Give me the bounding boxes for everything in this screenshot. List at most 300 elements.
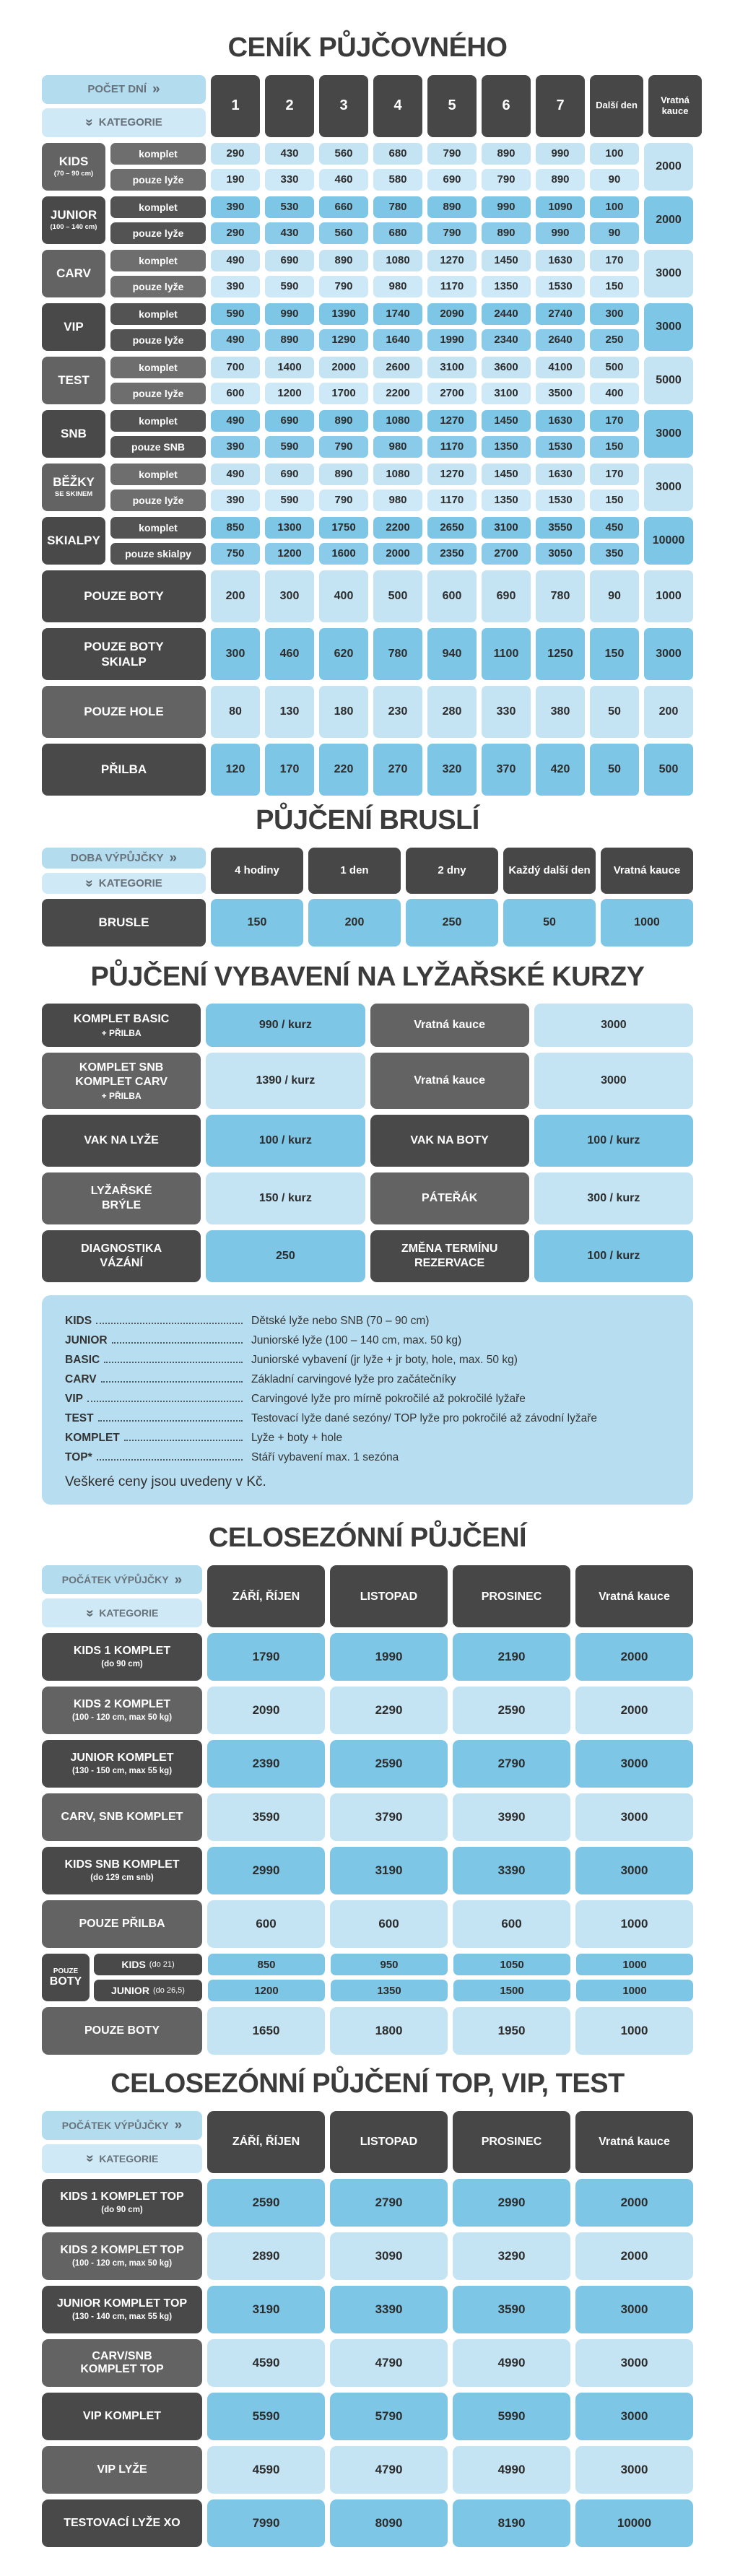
legend-term-lead [65,1428,251,1448]
item-label: KOMPLET BASIC [73,1013,170,1026]
table-row [42,1004,693,1047]
category-cell [42,2007,202,2055]
legend-term-lead [65,1389,251,1409]
price-cell: 5990 [453,2393,570,2440]
price-cell: 3550 [536,517,585,539]
category-cell [42,686,206,738]
price-cell: 690 [265,250,314,271]
chevron-right-icon: » [152,82,160,97]
price-cell: 2740 [536,303,585,325]
category-name: VIP KOMPLET [82,2409,162,2422]
category-cell [42,2286,202,2333]
legend-item [65,1370,670,1389]
header-col-day-3: 3 [319,75,368,137]
legend-term-lead [65,1331,251,1350]
legend-definition: Základní carvingové lyže pro začátečníky [251,1373,456,1386]
category-group [42,196,693,244]
price-cell: 690 [482,570,531,622]
table-row [110,276,639,297]
price-cell: 1300 [265,517,314,539]
legend-definition: Testovací lyže dané sezóny/ TOP lyže pro pokročilé až závodní lyžaře [251,1412,598,1425]
price-cell: 1350 [482,489,531,511]
category-name: VIP [64,320,84,334]
table-row [42,1053,693,1109]
header-left-chips [42,1565,202,1627]
category-caption: (70 – 90 cm) [53,170,94,178]
price-cell: 1170 [427,489,477,511]
price-cell: 1630 [536,410,585,432]
header-col-deposit: Vratná kauce [575,2111,693,2173]
price-cell: 90 [590,222,639,244]
item-label-cell [370,1172,529,1224]
deposit-cell: 3000 [644,410,693,458]
category-name-bottom: BOTY [49,1975,82,1988]
days-label-chip [42,75,206,104]
period-label: DOBA VÝPŮJČKY [70,851,164,864]
price-cell: 1950 [453,2007,570,2055]
price-cell: 400 [319,570,368,622]
price-cell: 4590 [207,2339,325,2387]
price-cell: 490 [211,464,260,485]
deposit-cell: 3000 [644,464,693,511]
price-cell: 2700 [427,383,477,404]
price-cell: 450 [590,517,639,539]
table-row [110,436,639,458]
price-cell: 150 [590,436,639,458]
chevron-down-icon: » [81,879,97,887]
price-cell: 200 [308,899,401,947]
subcategory-chip [94,1980,202,2001]
price-cell: 790 [427,143,477,165]
price-cell: 3100 [482,383,531,404]
item-label: ZMĚNA TERMÍNU [401,1243,498,1256]
category-caption: (100 – 140 cm) [50,223,97,232]
deposit-cell: 3000 [575,2393,693,2440]
header-col-day-4: 4 [373,75,422,137]
price-cell: 4990 [453,2446,570,2494]
chevron-right-icon: » [174,2118,183,2133]
price-cell: 100 [590,196,639,218]
deposit-cell: 2000 [575,2179,693,2227]
table-row [42,1740,693,1788]
price-cell: 50 [590,744,639,796]
price-cell: 690 [265,410,314,432]
price-cell: 990 / kurz [206,1004,365,1047]
legend-definition: Stáří vybavení max. 1 sezóna [251,1451,399,1464]
price-cell: 890 [319,250,368,271]
deposit-cell: 3000 [575,2286,693,2333]
category-name: POUZE BOTY [84,639,164,653]
price-cell: 600 [207,1900,325,1948]
price-cell: 8090 [330,2499,448,2547]
subcategory-caption: (do 21) [149,1960,175,1970]
price-cell: 460 [265,628,314,680]
legend-definition: Dětské lyže nebo SNB (70 – 90 cm) [251,1315,430,1328]
header-col-day-6: 6 [482,75,531,137]
price-cell: 4790 [330,2339,448,2387]
item-caption: + PŘILBA [101,1028,142,1039]
price-cell: 500 [590,357,639,378]
header-col-period: 2 dny [406,848,498,894]
item-label: LYŽAŘSKÉ [90,1185,152,1198]
category-name: KIDS 2 KOMPLET [73,1698,171,1711]
item-label-cell [370,1004,529,1047]
price-cell: 790 [319,276,368,297]
table-row [110,329,639,351]
price-cell: 1350 [482,436,531,458]
price-cell: 1450 [482,250,531,271]
category-caption: (100 - 120 cm, max 50 kg) [71,2258,173,2268]
price-cell: 3290 [453,2232,570,2280]
price-cell: 500 [373,570,422,622]
category-group [42,143,693,191]
category-rows [110,357,639,404]
price-cell: 890 [536,169,585,191]
legend-term: VIP [65,1393,83,1406]
price-cell: 3600 [482,357,531,378]
price-cell: 790 [482,169,531,191]
price-cell: 700 [211,357,260,378]
subcategory-chip: komplet [110,250,206,271]
price-cell: 3390 [453,1847,570,1894]
item-label: KOMPLET SNB [79,1061,164,1074]
price-cell: 980 [373,489,422,511]
price-cell: 430 [265,143,314,165]
header-columns [207,1565,693,1627]
price-cell: 1350 [482,276,531,297]
legend-term-lead [65,1311,251,1331]
table-row [94,1954,693,1975]
price-cell: 2190 [453,1633,570,1681]
price-cell: 680 [373,143,422,165]
category-cell [42,2339,202,2387]
legend-item [65,1350,670,1370]
deposit-cell: 1000 [575,2007,693,2055]
table-row [42,686,693,738]
category-group [42,517,693,565]
price-cell: 2390 [207,1740,325,1788]
category-rows [110,464,639,511]
item-caption: + PŘILBA [101,1091,142,1102]
category-caption: (do 129 cm snb) [90,1873,154,1882]
legend-item [65,1448,670,1467]
category-cell [42,357,105,404]
table-row [110,303,639,325]
category-group [42,250,693,297]
subcategory-name: JUNIOR [111,1985,149,1997]
header-col-day-7: 7 [536,75,585,137]
category-name: KIDS 1 KOMPLET TOP [60,2190,184,2203]
subcategory-chip: pouze lyže [110,222,206,244]
deposit-cell: 3000 [575,1847,693,1894]
legend-term: CARV [65,1373,97,1386]
legend-item [65,1311,670,1331]
price-cell: 990 [482,196,531,218]
table-row [110,169,639,191]
dotted-leader [97,1459,243,1461]
header-col-day-2: 2 [265,75,314,137]
header-col-deposit: Vratná kauce [601,848,693,894]
subcategory-chip: pouze SNB [110,436,206,458]
price-cell: 5590 [207,2393,325,2440]
subcategory-chip: komplet [110,143,206,165]
category-caption: (130 - 150 cm, max 55 kg) [71,1766,173,1775]
skate-table-body [42,899,693,947]
category-cell [42,250,105,297]
price-cell: 280 [427,686,477,738]
subcategory-chip: komplet [110,410,206,432]
price-cell: 1390 [319,303,368,325]
price-cell: 1200 [208,1980,325,2001]
category-cell [42,744,206,796]
price-cell: 1990 [427,329,477,351]
table-row [42,1172,693,1224]
price-cell: 150 [590,489,639,511]
price-cell: 2600 [373,357,422,378]
price-cell: 600 [211,383,260,404]
price-cell: 2990 [207,1847,325,1894]
price-cell: 2090 [427,303,477,325]
header-col-month: ZÁŘÍ, ŘÍJEN [207,1565,325,1627]
start-label: POČÁTEK VÝPŮJČKY [61,2119,169,2131]
category-cell [42,1740,202,1788]
category-cell [42,303,105,351]
price-cell: 2440 [482,303,531,325]
price-cell: 150 [590,276,639,297]
category-name: VIP LYŽE [97,2463,147,2476]
header-col-day-1: 1 [211,75,260,137]
subcategory-chip: pouze lyže [110,383,206,404]
rental-table-header [42,75,693,137]
price-cell: 1270 [427,250,477,271]
price-cell: 390 [211,436,260,458]
price-cell: 790 [427,222,477,244]
price-cell: 690 [265,464,314,485]
category-caption: (100 - 120 cm, max 50 kg) [71,1713,173,1722]
deposit-cell: 2000 [575,2232,693,2280]
header-col-period: 4 hodiny [211,848,303,894]
table-row [42,744,693,796]
table-row [42,1687,693,1734]
deposit-cell: 3000 [644,250,693,297]
table-row-group [42,1954,693,2001]
subcategory-chip: pouze lyže [110,489,206,511]
section5-title: CELOSEZÓNNÍ PŮJČENÍ TOP, VIP, TEST [110,2068,625,2099]
table-row [110,517,639,539]
price-cell: 1740 [373,303,422,325]
start-label-chip [42,2111,202,2140]
category-name: SKIALP [101,654,147,669]
price-cell: 3000 [534,1004,693,1047]
price-cell: 180 [319,686,368,738]
dotted-leader [112,1342,243,1344]
price-cell: 600 [330,1900,448,1948]
price-cell: 270 [373,744,422,796]
subcategory-chip: komplet [110,464,206,485]
start-label-chip [42,1565,202,1594]
legend-panel [42,1295,693,1505]
category-caption: SE SKINEM [54,490,93,499]
deposit-cell: 10000 [575,2499,693,2547]
rental-table-body [42,143,693,796]
season-top-rental-table [42,2111,693,2547]
price-cell: 3590 [453,2286,570,2333]
header-col-month: LISTOPAD [330,1565,448,1627]
legend-term-lead [65,1448,251,1467]
category-name-line2: KOMPLET TOP [80,2362,164,2375]
category-cell: BRUSLE [42,899,206,947]
subcategory-chip: pouze skialpy [110,543,206,565]
price-cell: 2790 [453,1740,570,1788]
price-cell: 4100 [536,357,585,378]
price-cell: 3000 [534,1053,693,1109]
price-cell: 2000 [319,357,368,378]
category-caption: (do 90 cm) [101,2205,143,2214]
price-cell: 300 [265,570,314,622]
price-cell: 780 [373,196,422,218]
table-row [110,489,639,511]
deposit-cell: 2000 [575,1687,693,1734]
category-name: CARV [56,266,91,281]
price-cell: 890 [319,464,368,485]
price-cell: 490 [211,250,260,271]
price-cell: 890 [482,143,531,165]
nested-rows [94,1954,693,2001]
deposit-cell: 1000 [575,1900,693,1948]
header-col-deposit: Vratná kauce [575,1565,693,1627]
price-cell: 100 / kurz [534,1230,693,1282]
subcategory-chip: komplet [110,517,206,539]
header-col-extra-day: Další den [590,75,643,137]
item-label: DIAGNOSTIKA [81,1243,162,1256]
price-cell: 8190 [453,2499,570,2547]
category-group [42,464,693,511]
price-cell: 530 [265,196,314,218]
section2-title: PŮJČENÍ BRUSLÍ [256,804,479,835]
price-cell: 230 [373,686,422,738]
category-label-chip [42,108,206,137]
price-cell: 1650 [207,2007,325,2055]
price-cell: 350 [590,543,639,565]
table-row [42,628,693,680]
price-cell: 3590 [207,1793,325,1841]
category-cell [42,1954,90,2001]
price-cell: 490 [211,410,260,432]
price-cell: 1200 [265,383,314,404]
table-row [42,899,693,947]
table-row [42,2007,693,2055]
price-cell: 2640 [536,329,585,351]
legend-item [65,1409,670,1428]
price-cell: 170 [590,464,639,485]
price-cell: 3190 [207,2286,325,2333]
table-row [110,143,639,165]
price-cell: 1630 [536,250,585,271]
price-cell: 1640 [373,329,422,351]
course-equipment-table [42,1004,693,1282]
header-col-period: Každý další den [503,848,596,894]
price-cell: 390 [211,196,260,218]
price-cell: 170 [590,250,639,271]
table-row [110,357,639,378]
deposit-cell: 2000 [575,1633,693,1681]
deposit-cell: 2000 [644,196,693,244]
price-cell: 390 [211,489,260,511]
price-cell: 490 [211,329,260,351]
table-row [42,570,693,622]
price-cell: 330 [265,169,314,191]
days-label: POČET DNÍ [87,83,147,96]
price-cell: 690 [427,169,477,191]
price-cell: 680 [373,222,422,244]
table-row [42,2232,693,2280]
category-cell [42,1900,202,1948]
item-label-cell [42,1115,201,1167]
subcategory-chip: komplet [110,196,206,218]
price-cell: 3050 [536,543,585,565]
price-cell: 790 [319,436,368,458]
category-name: JUNIOR KOMPLET [70,1752,174,1765]
price-cell: 300 / kurz [534,1172,693,1224]
legend-term: TOP* [65,1451,92,1464]
category-cell [42,517,105,565]
price-cell: 100 / kurz [206,1115,365,1167]
section3-title: PŮJČENÍ VYBAVENÍ NA LYŽAŘSKÉ KURZY [90,961,645,992]
dotted-leader [96,1323,243,1324]
table-row [42,1230,693,1282]
price-cell: 2340 [482,329,531,351]
deposit-cell: 1000 [576,1980,693,2001]
price-cell: 300 [590,303,639,325]
category-name: POUZE BOTY [84,2024,160,2037]
season-top-table-body [42,2179,693,2547]
price-cell: 190 [211,169,260,191]
price-cell: 780 [373,628,422,680]
category-name: CARV, SNB KOMPLET [61,1810,183,1823]
category-cell [42,570,206,622]
legend-definition: Juniorské lyže (100 – 140 cm, max. 50 kg) [251,1334,462,1347]
deposit-cell: 1000 [601,899,693,947]
category-label-chip [42,1598,202,1627]
category-group [42,303,693,351]
price-cell: 850 [211,517,260,539]
legend-item [65,1389,670,1409]
price-cell: 1050 [453,1954,570,1975]
table-row [94,1980,693,2001]
price-cell: 2590 [330,1740,448,1788]
legend-definition: Juniorské vybavení (jr lyže + jr boty, hole, max. 50 kg) [251,1354,518,1367]
price-cell: 7990 [207,2499,325,2547]
deposit-cell: 500 [644,744,693,796]
header-col-period: 1 den [308,848,401,894]
deposit-cell: 1000 [644,570,693,622]
category-label: KATEGORIE [99,1607,159,1619]
table-row [42,2339,693,2387]
price-cell: 4990 [453,2339,570,2387]
price-cell: 2990 [453,2179,570,2227]
price-cell: 220 [319,744,368,796]
price-cell: 150 [211,899,303,947]
deposit-cell: 10000 [644,517,693,565]
header-columns [211,848,693,894]
table-row [42,2393,693,2440]
price-cell: 1290 [319,329,368,351]
price-cell: 430 [265,222,314,244]
price-cell: 620 [319,628,368,680]
category-name: BĚŽKY [53,475,95,489]
category-cell [42,464,105,511]
dotted-leader [104,1362,243,1363]
